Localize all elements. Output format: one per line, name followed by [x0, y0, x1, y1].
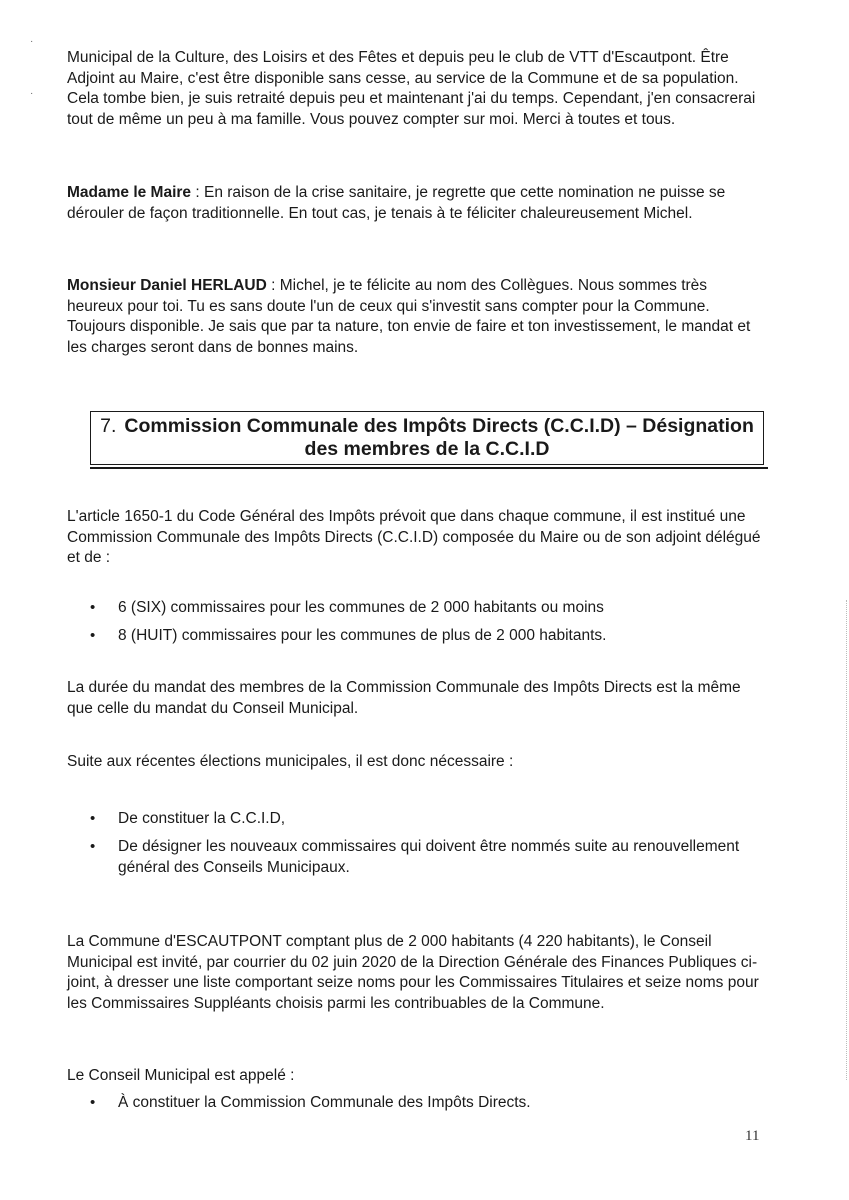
list-item: [90, 836, 770, 878]
list-item-text: À constituer la Commission Communale des Impôts Directs.: [118, 1094, 531, 1111]
council-called: Le Conseil Municipal est appelé :: [67, 1067, 295, 1084]
scan-speck: ·: [30, 36, 34, 47]
speaker-name: Monsieur Daniel HERLAUD: [67, 277, 267, 294]
list-item-text: 6 (SIX) commissaires pour les communes de 2 000 habitants ou moins: [118, 599, 604, 616]
bullet-icon: •: [90, 1094, 96, 1111]
commissioner-list: [90, 597, 770, 653]
maire-speech: [67, 183, 767, 224]
list-item-text: De désigner les nouveaux commissaires qui doivent être nommés suite au renouvellement général des Conseils Municipaux.: [118, 838, 740, 876]
speaker-name: Madame le Maire: [67, 184, 192, 201]
necessity-list: [90, 808, 770, 885]
list-item: [90, 808, 770, 829]
council-list: [90, 1092, 770, 1120]
bullet-icon: •: [90, 627, 96, 644]
section-title-line-2: des membres de la C.C.I.D: [304, 438, 550, 460]
escautpont-paragraph: La Commune d'ESCAUTPONT comptant plus de 2 000 habitants (4 220 habitants), le Conseil Municipal est invité, par courrier du 02 juin 2020 de la Direction Générale des Finances Publiques ci-joint, à dresser une liste comportant seize noms pour les Commissaires Titulaires et seize noms pour les Commissaires Suppléants choisis parmi les contribuables de la Commune.: [67, 933, 759, 1012]
section-heading-line-1: [91, 415, 763, 438]
intro-paragraph: Municipal de la Culture, des Loisirs et des Fêtes et depuis peu le club de VTT d'Escautpont. Être Adjoint au Maire, c'est être disponible sans cesse, au service de la Commune et de sa population. Cela tombe bien, je suis retraité depuis peu et maintenant j'ai du temps. Cependant, j'en consacrerai tout de même un peu à ma famille. Vous pouvez compter sur moi. Merci à toutes et tous.: [67, 49, 756, 128]
duration-paragraph: La durée du mandat des membres de la Commission Communale des Impôts Directs est la même que celle du mandat du Conseil Municipal.: [67, 679, 741, 717]
list-item: [90, 625, 770, 646]
scan-edge-line: [846, 600, 848, 1080]
bullet-icon: •: [90, 838, 96, 855]
article-paragraph: L'article 1650-1 du Code Général des Impôts prévoit que dans chaque commune, il est institué une Commission Communale des Impôts Directs (C.C.I.D) composée du Maire ou de son adjoint délégué et de :: [67, 508, 761, 566]
list-item: [90, 597, 770, 618]
heading-shadow-rule: [90, 467, 768, 469]
section-heading: [90, 411, 764, 465]
bullet-icon: •: [90, 599, 96, 616]
list-item: [90, 1092, 770, 1113]
scan-speck: ·: [30, 88, 34, 99]
section-number: 7.: [100, 415, 117, 437]
elections-paragraph: Suite aux récentes élections municipales, il est donc nécessaire :: [67, 753, 514, 770]
list-item-text: 8 (HUIT) commissaires pour les communes de plus de 2 000 habitants.: [118, 627, 607, 644]
page-number: 11: [745, 1128, 760, 1144]
speech-text: : Michel, je te félicite au nom des Collègues. Nous sommes très heureux pour toi. Tu es sans doute l'un de ceux qui s'investit sans compter pour la Commune. Toujours disponible. Je sais que par ta nature, ton envie de faire et ton investissement, le mandat et les charges seront dans de bonnes mains.: [67, 277, 751, 356]
bullet-icon: •: [90, 810, 96, 827]
herlaud-speech: [67, 276, 767, 358]
section-title-line-1: Commission Communale des Impôts Directs (C.C.I.D) – Désignation: [124, 415, 754, 437]
list-item-text: De constituer la C.C.I.D,: [118, 810, 286, 827]
speech-text: : En raison de la crise sanitaire, je regrette que cette nomination ne puisse se dérouler de façon traditionnelle. En tout cas, je tenais à te féliciter chaleureusement Michel.: [67, 184, 726, 222]
